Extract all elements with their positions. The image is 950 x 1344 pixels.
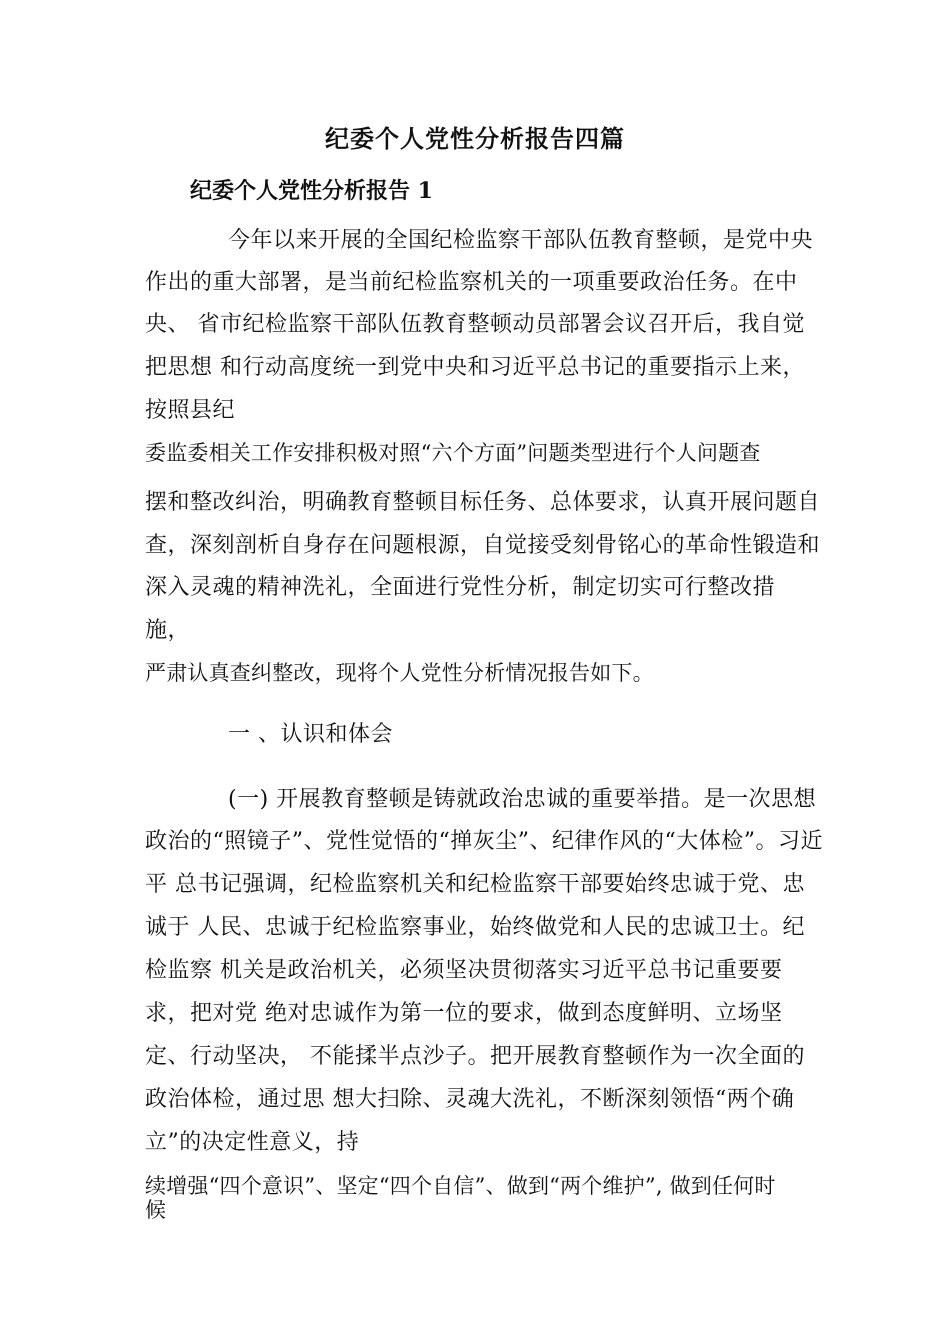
paragraph-line: 查，深刻剖析自身存在问题根源，自觉接受刻骨铭心的革命性锻造和 [145, 533, 821, 558]
paragraph-line: 今年以来开展的全国纪检监察干部队伍教育整顿，是党中央 [228, 228, 814, 253]
paragraph-line: 续增强“四个意识”、坚定“四个自信”、做到“两个维护”, 做到任何时 [145, 1174, 776, 1198]
paragraph-line: 诚于 人民、忠诚于纪检监察事业，始终做党和人民的忠诚卫士。纪 [145, 915, 805, 940]
paragraph-line: 央、 省市纪检监察干部队伍教育整顿动员部署会议召开后，我自觉 [145, 312, 805, 337]
paragraph-line: 委监委相关工作安排积极对照“六个方面”问题类型进行个人问题查 [145, 441, 761, 465]
paragraph-line: 严肃认真查纠整改，现将个人党性分析情况报告如下。 [145, 661, 654, 685]
paragraph-line: 平 总书记强调，纪检监察机关和纪检监察干部要始终忠诚于党、忠 [145, 872, 805, 897]
document-title: 纪委个人党性分析报告四篇 [325, 124, 625, 153]
paragraph-line: 深入灵魂的精神洗礼，全面进行党性分析，制定切实可行整改措 [145, 575, 776, 600]
paragraph-line: 摆和整改纠治，明确教育整顿目标任务、总体要求，认真开展问题自 [145, 490, 821, 515]
paragraph-line: 政治的“照镜子”、党性觉悟的“掸灰尘”、纪律作风的“大体检”。习近 [145, 829, 823, 854]
paragraph-line: 检监察 机关是政治机关，必须坚决贯彻落实习近平总书记重要要 [145, 958, 783, 983]
paragraph-line: 作出的重大部署，是当前纪检监察机关的一项重要政治任务。在中 [145, 270, 798, 295]
paragraph-line: 定、行动坚决， 不能揉半点沙子。把开展教育整顿作为一次全面的 [145, 1044, 805, 1069]
paragraph-line: 把思想 和行动高度统一到党中央和习近平总书记的重要指示上来， [145, 355, 805, 380]
paragraph-line: 施， [145, 618, 191, 643]
paragraph-line: 按照县纪 [145, 398, 236, 423]
paragraph-line: 立”的决定性意义，持 [145, 1130, 360, 1155]
section-heading: 一 、认识和体会 [228, 722, 393, 747]
paragraph-line: 政治体检，通过思 想大扫除、灵魂大洗礼，不断深刻领悟“两个确 [145, 1087, 795, 1112]
paragraph-line: 求，把对党 绝对忠诚作为第一位的要求，做到态度鲜明、立场坚 [145, 1001, 783, 1026]
section-heading: 纪委个人党性分析报告 1 [190, 178, 433, 204]
paragraph-line: 候 [145, 1198, 167, 1222]
paragraph-line: (一) 开展教育整顿是铸就政治忠诚的重要举措。是一次思想 [228, 787, 817, 812]
